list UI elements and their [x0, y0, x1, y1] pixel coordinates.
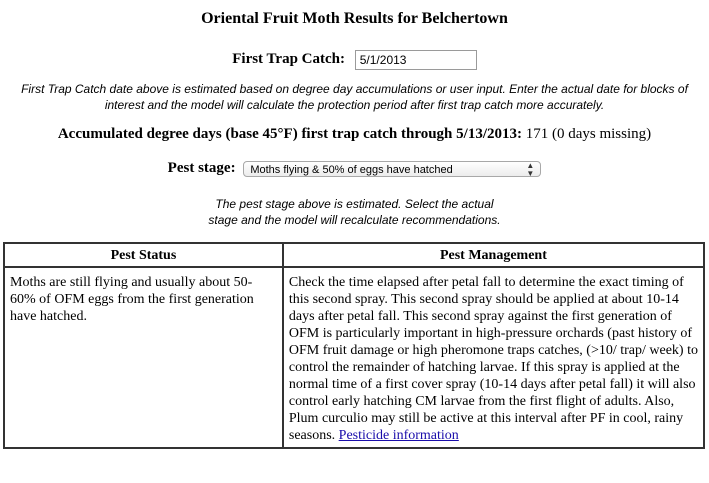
table-row: [4, 267, 704, 448]
pest-stage-label: Pest stage:: [167, 160, 236, 176]
pest-stage-note: [0, 196, 709, 228]
pest-management-text: Check the time elapsed after petal fall to determine the exact timing of this second spray. This second spray should be applied at about 10-14 days after petal fall. This second spray against the first generation of OFM is particularly important in high-pressure orchards (past history of OFM fruit damage or high pheromone traps catches, (>10/ trap/ week) to control the remainder of hatching larvae. If this spray is applied at the normal time of a first cover spray (10-14 days after petal fall) it will also control early hatching CM larvae from the first flight of adults. Also, Plum curculio may still be active at this interval after PF in cool, rainy seasons.: [288, 275, 698, 443]
first-trap-row: [0, 50, 709, 70]
pest-stage-note-line1: The pest stage above is estimated. Select the actual: [215, 197, 494, 211]
degree-days-value: 171: [525, 126, 549, 142]
pest-status-cell: Moths are still flying and usually about 50-60% of OFM eggs from the first generation have hatched.: [4, 267, 283, 448]
results-table: [3, 242, 705, 449]
first-trap-label: First Trap Catch:: [232, 51, 345, 68]
first-trap-note: [0, 81, 709, 113]
pest-status-header: Pest Status: [4, 243, 283, 267]
degree-days-row: [0, 126, 709, 143]
pest-stage-selected-value: Moths flying & 50% of eggs have hatched: [250, 163, 453, 176]
table-header-row: [4, 243, 704, 267]
first-trap-note-line1: First Trap Catch date above is estimated based on degree day accumulations or user input. Enter the actual date for blocks of: [21, 82, 688, 96]
pest-management-header: Pest Management: [283, 243, 704, 267]
select-arrows-icon: ▲ ▼: [526, 160, 535, 178]
pest-stage-row: [0, 160, 709, 177]
page-title: Oriental Fruit Moth Results for Belchertown: [201, 10, 508, 27]
degree-days-label: Accumulated degree days (base 45°F) first trap catch through 5/13/2013:: [57, 126, 522, 142]
pest-stage-note-line2: stage and the model will recalculate recommendations.: [208, 213, 501, 227]
days-missing: (0 days missing): [551, 126, 652, 142]
pest-management-cell: [283, 267, 704, 448]
first-trap-input[interactable]: [355, 50, 477, 70]
first-trap-note-line2: interest and the model will calculate the protection period after first trap catch more accurately.: [104, 98, 605, 112]
pest-stage-select[interactable]: [243, 161, 541, 177]
pesticide-information-link[interactable]: Pesticide information: [338, 428, 459, 443]
